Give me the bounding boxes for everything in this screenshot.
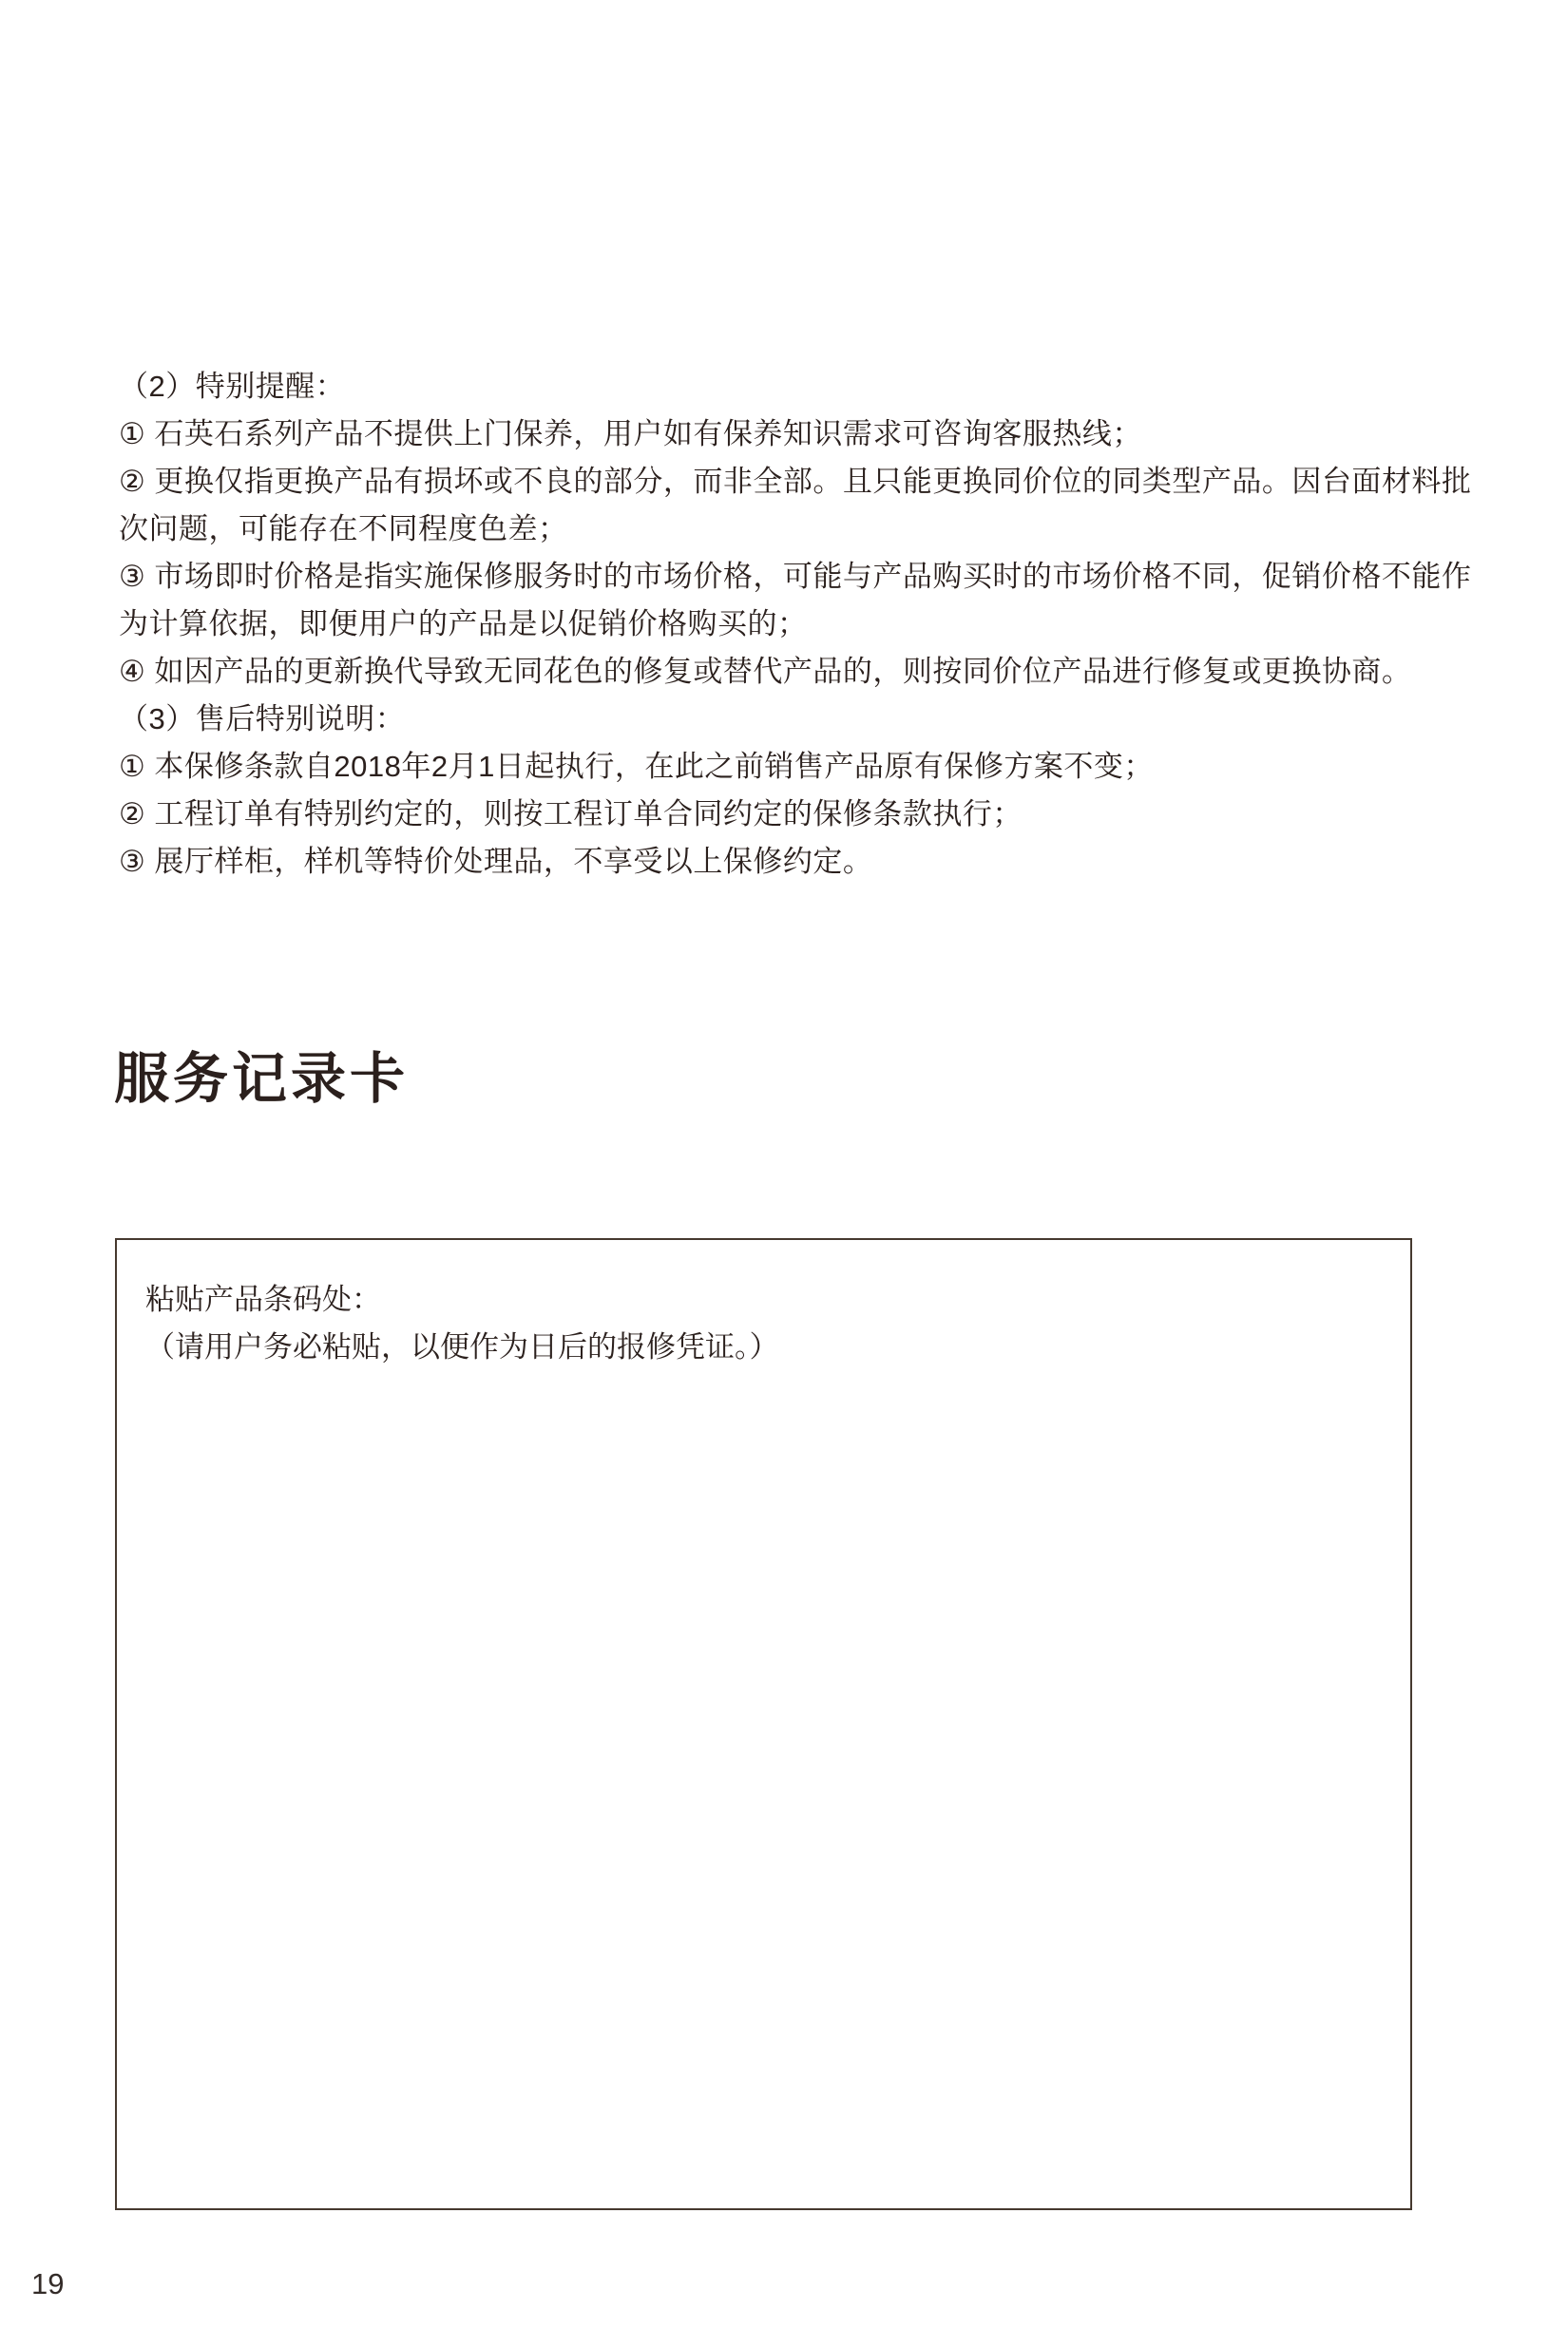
terms-line-2-cont: 次问题，可能存在不同程度色差； <box>119 512 568 545</box>
barcode-box-note: （请用户务必粘贴，以便作为日后的报修凭证。） <box>145 1330 779 1364</box>
barcode-box-label: 粘贴产品条码处： <box>145 1283 381 1316</box>
barcode-sticker-box <box>115 1238 1412 2210</box>
terms-line-3: ③ 市场即时价格是指实施保修服务时的市场价格，可能与产品购买时的市场价格不同，促销价格不能作 <box>119 560 1472 593</box>
terms-line-4: ④ 如因产品的更新换代导致无同花色的修复或替代产品的，则按同价位产品进行修复或更换协商。 <box>119 655 1412 688</box>
terms-line-1: ① 石英石系列产品不提供上门保养，用户如有保养知识需求可咨询客服热线； <box>119 417 1142 450</box>
warranty-terms-section <box>119 363 1472 886</box>
aftersales-line-1: ① 本保修条款自2018年2月1日起执行，在此之前销售产品原有保修方案不变； <box>119 750 1154 783</box>
barcode-box-content <box>117 1240 1410 1371</box>
aftersales-line-3: ③ 展厅样柜，样机等特价处理品，不享受以上保修约定。 <box>119 845 873 878</box>
terms-line-3-cont: 为计算依据，即便用户的产品是以促销价格购买的； <box>119 607 808 640</box>
aftersales-line-2: ② 工程订单有特别约定的，则按工程订单合同约定的保修条款执行； <box>119 797 1023 830</box>
terms-heading-special-reminder: （2）特别提醒： <box>119 370 346 403</box>
service-record-card-title: 服务记录卡 <box>114 1048 410 1110</box>
terms-heading-aftersales-notes: （3）售后特别说明： <box>119 702 406 735</box>
page-number: 19 <box>31 2267 65 2300</box>
terms-line-2: ② 更换仅指更换产品有损坏或不良的部分，而非全部。且只能更换同价位的同类型产品。因台面材料批 <box>119 465 1472 498</box>
